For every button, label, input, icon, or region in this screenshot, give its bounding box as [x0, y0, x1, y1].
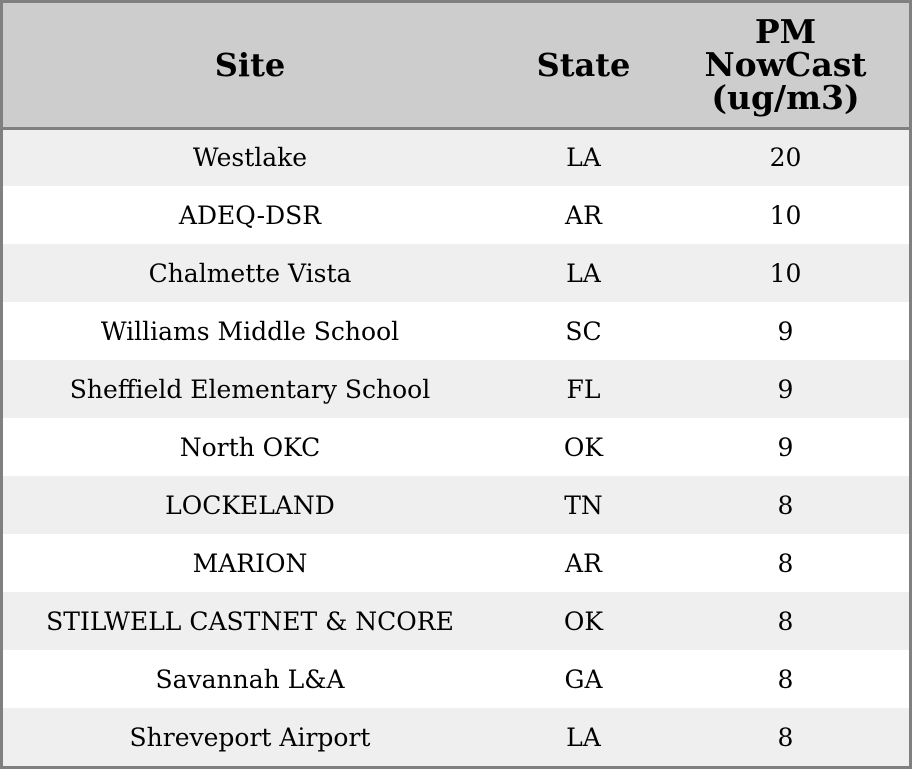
pm-value-cell: 8: [777, 548, 794, 578]
table-row: [3, 534, 909, 592]
site-cell: Savannah L&A: [155, 664, 345, 694]
pm-value-cell: 20: [769, 143, 802, 173]
table-row: [3, 302, 909, 360]
site-cell: Westlake: [192, 143, 308, 173]
table-row: [3, 650, 909, 708]
site-cell: Sheffield Elementary School: [69, 374, 431, 404]
table-body: [3, 128, 909, 766]
header-pm-line-2: NowCast: [704, 45, 867, 85]
site-cell: Shreveport Airport: [129, 722, 371, 752]
pm-value-cell: 8: [777, 490, 794, 520]
header-pm-nowcast: [670, 3, 909, 128]
site-cell: STILWELL CASTNET & NCORE: [46, 606, 454, 636]
table-row: [3, 244, 909, 302]
site-cell: Chalmette Vista: [148, 258, 352, 288]
header-state: State: [497, 3, 670, 128]
pm-value-cell: 10: [769, 258, 802, 288]
state-cell: OK: [563, 606, 604, 636]
header-pm-line-1: PM: [754, 12, 817, 52]
pm-value-cell: 9: [777, 432, 794, 462]
state-cell: TN: [564, 490, 603, 520]
state-cell: AR: [565, 200, 602, 230]
table-header: [3, 3, 909, 128]
pm-value-cell: 9: [777, 316, 794, 346]
site-cell: North OKC: [179, 432, 321, 462]
table-row: [3, 418, 909, 476]
table-row: [3, 592, 909, 650]
site-cell: Williams Middle School: [100, 316, 400, 346]
state-cell: OK: [563, 432, 604, 462]
table-row: [3, 186, 909, 244]
site-cell: LOCKELAND: [165, 490, 335, 520]
state-cell: LA: [566, 143, 601, 173]
header-pm-line-3: (ug/m3): [711, 78, 860, 118]
state-cell: AR: [565, 548, 602, 578]
pm-value-cell: 8: [777, 722, 794, 752]
pm-value-cell: 10: [769, 200, 802, 230]
pm-value-cell: 8: [777, 606, 794, 636]
header-site: Site: [3, 3, 497, 128]
site-cell: ADEQ-DSR: [178, 200, 322, 230]
pm-nowcast-table: [3, 3, 909, 766]
table-row: [3, 708, 909, 766]
table-row: [3, 476, 909, 534]
pm-value-cell: 8: [777, 664, 794, 694]
state-cell: FL: [566, 374, 601, 404]
state-cell: GA: [564, 664, 603, 694]
site-cell: MARION: [192, 548, 308, 578]
table-row: [3, 128, 909, 186]
state-cell: LA: [566, 258, 601, 288]
pm-value-cell: 9: [777, 374, 794, 404]
table-row: [3, 360, 909, 418]
state-cell: LA: [566, 722, 601, 752]
state-cell: SC: [565, 316, 602, 346]
header-row: [3, 3, 909, 128]
